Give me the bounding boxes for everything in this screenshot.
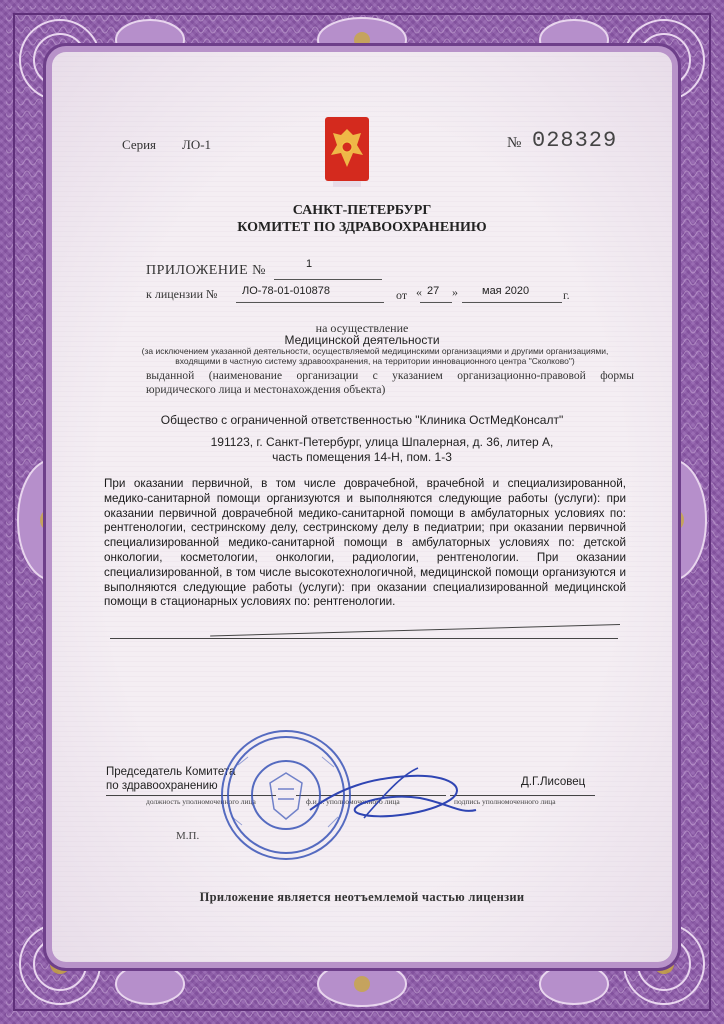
on-implementation-label: на осуществление	[315, 321, 409, 335]
appendix-number: 1	[306, 258, 313, 270]
organization-name: Общество с ограниченной ответственностью "Клиника ОстМедКонсалт"	[160, 413, 564, 427]
organization-address-line2: часть помещения 14-Н, пом. 1-3	[272, 450, 452, 464]
activity-exclusion-note: (за исключением указанной деятельности, осуществляемой медицинскими организациями и другими организациями, входящими в частную систему здравоохранения, на территории инновационного центра "Сколково")	[141, 346, 609, 366]
committee-title: КОМИТЕТ ПО ЗДРАВООХРАНЕНИЮ	[237, 220, 487, 235]
license-number-line	[236, 302, 384, 303]
date-quote-open: «	[416, 285, 422, 299]
year-suffix: г.	[563, 288, 570, 302]
organization-address-line1: 191123, г. Санкт-Петербург, улица Шпалерная, д. 36, литер А,	[210, 435, 554, 449]
works-services-text: При оказании первичной, в том числе доврачебной, врачебной и специализированной, медико-санитарной помощи организуются и выполняются следующие работы (услуги): при оказании первичной доврачебной медико-санитарной помощи в амбулаторных условиях по: рентгенологии, сестринскому делу, сестринскому делу в педиатрии; при оказании первичной специализированной медико-санитарной помощи в амбулаторных условиях по: детской онкологии, косметологии, онкологии, радиологии, рентгенологии. При оказании специализированной, в том числе высокотехнологичной, медицинской помощи организуются и выполняются следующие работы (услуги): при оказании специализированной медицинской помощи в стационарных условиях по: рентгенологии.	[104, 477, 626, 609]
footer-note: Приложение является неотъемлемой частью лицензии	[199, 890, 525, 904]
signatory-position-line2: по здравоохранению	[106, 780, 218, 792]
issued-to-note: выданной (наименование организации с указанием организационно-правовой формы юридического лица и местонахождения объекта)	[146, 370, 634, 396]
number-sign: №	[507, 135, 522, 151]
date-day: 27	[427, 285, 440, 297]
appendix-number-line	[274, 279, 382, 280]
caption-signature: подпись уполномоченного лица	[454, 797, 556, 806]
license-label: к лицензии №	[146, 287, 218, 301]
date-prefix: от	[396, 288, 408, 302]
form-number: 028329	[532, 128, 618, 153]
license-number: ЛО-78-01-010878	[242, 285, 330, 297]
series-value: ЛО-1	[182, 137, 212, 152]
city-title: САНКТ-ПЕТЕРБУРГ	[292, 203, 432, 218]
month-line	[462, 302, 562, 303]
handwritten-signature-icon	[300, 748, 480, 838]
activity-name: Медицинской деятельности	[284, 333, 440, 347]
series-label: Серия	[122, 137, 157, 152]
day-line	[420, 302, 452, 303]
date-month-year: мая 2020	[482, 285, 530, 297]
coat-of-arms-icon	[323, 115, 371, 191]
caption-name: ф.и.о. уполномоченного лица	[306, 797, 400, 806]
caption-position: должность уполномоченного лица	[146, 797, 256, 806]
date-quote-close: »	[452, 285, 458, 299]
signatory-position-line1: Председатель Комитета	[106, 766, 236, 778]
stamp-place-label: М.П.	[176, 830, 200, 842]
appendix-label: ПРИЛОЖЕНИЕ №	[146, 263, 266, 278]
signatory-name: Д.Г.Лисовец	[521, 776, 586, 788]
closing-rule	[110, 638, 618, 639]
